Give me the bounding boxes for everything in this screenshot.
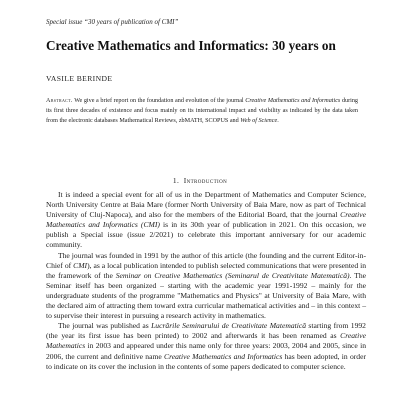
- former-journal-name: Lucrările Seminarului de Creativitate Matematică: [151, 321, 306, 331]
- section-number: 1.: [172, 176, 180, 185]
- paragraph-text: It is indeed a special event for all of us in the Department of Mathematics and Computer Science, North University Centre at Baia Mare (former North University of Baia Mare, now as part of Technical University of Cluj-Napoca), and also for the members of the Editorial Board, that the journal: [46, 190, 366, 220]
- abstract-journal-name: Creative Mathematics and Informatics: [245, 98, 341, 104]
- abstract: [46, 97, 358, 126]
- abstract-wos-name: Web of Science: [240, 117, 278, 124]
- abstract-text: .: [277, 117, 279, 124]
- abstract-label: Abstract.: [46, 98, 73, 104]
- paragraph-text: The journal was published as: [58, 321, 152, 331]
- paragraph-text: in 2003 and appeared under this name only for three years: 2003, 2004 and 2005, since in 2006, the current and definitive name: [46, 341, 366, 361]
- paragraph-3: [46, 321, 366, 371]
- section-heading: [0, 176, 400, 185]
- body-text: [46, 190, 366, 372]
- journal-name: Creative Mathematics and Informatics (CMI): [46, 210, 366, 230]
- paragraph-text: ), as a local publication intended to publish selected communications that were presented in the framework of the: [46, 260, 366, 280]
- abstract-text: We give a brief report on the foundation and evolution of the journal: [72, 98, 246, 104]
- former-journal-name: Creative Mathematics: [46, 331, 366, 351]
- paper-title: Creative Mathematics and Informatics: 30 years on: [46, 38, 336, 53]
- paragraph-text: The journal was founded in 1991 by the author of this article (the founding and the current Editor-in-Chief of: [46, 250, 366, 270]
- section-title: Introduction: [183, 176, 228, 185]
- paragraph-text: . The Seminar itself has been organized – starting with the academic year 1991-1992 – mainly for the undergraduate students of the programme "Mathematics and Physics" at University of Baia Mare, with the declared aim of attracting them toward extra curricular mathematical activities and – in this context – to supervise their interest in pursuing a research activity in mathematics.: [46, 270, 366, 321]
- author-name: VASILE BERINDE: [46, 74, 113, 83]
- paragraph-1: [46, 190, 366, 251]
- abstract-text: during its first three decades of existence and focus mainly on its international impact and visibility as indicated by the data taken from the electronic databases Mathematical Reviews, zbMATH, SCOPUS and: [46, 98, 358, 124]
- running-header: Special issue “30 years of publication of CMI”: [46, 18, 179, 26]
- paragraph-text: starting from 1992 (the year its first issue has been printed) to 2002 and afterwards it has been renamed as: [46, 321, 366, 341]
- paragraph-2: [46, 251, 366, 322]
- paragraph-text: is in its 30th year of publication in 2021. On this occasion, we publish a Special issue (issue 2/2021) to celebrate this important anniversary for our academic community.: [46, 220, 366, 250]
- journal-abbrev: CMI: [73, 260, 88, 270]
- journal-name: Creative Mathematics and Informatics: [164, 351, 283, 361]
- paragraph-text: has been adopted, in order to indicate on its cover the inclusion in the contents of some papers dedicated to computer science.: [46, 351, 366, 371]
- seminar-name: Seminar on Creative Mathematics (Seminarul de Creativitate Matematică): [115, 270, 350, 280]
